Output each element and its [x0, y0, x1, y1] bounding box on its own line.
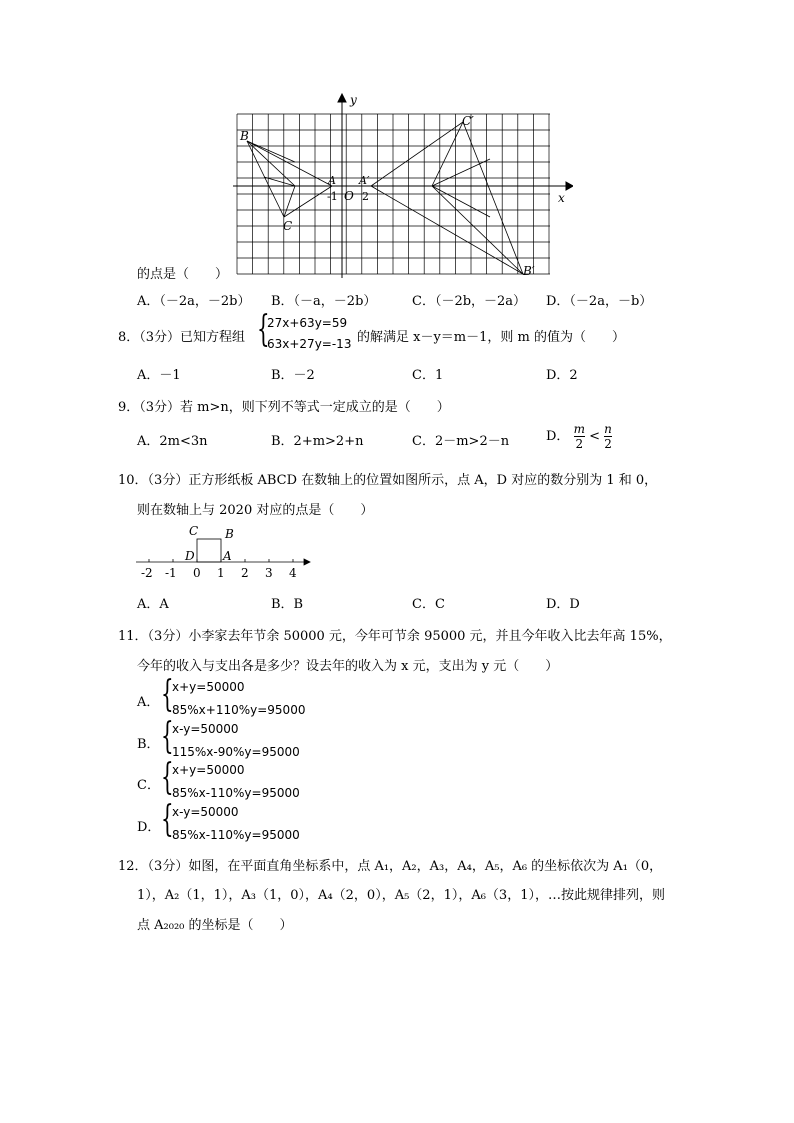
q7-point-C1: C′	[462, 114, 474, 128]
q12-line1: 12．（3分）如图，在平面直角坐标系中，点 A₁，A₂，A₃，A₄，A₅，A₆ 的坐标依次为 A₁（0，	[118, 859, 663, 874]
q8-option-b[interactable]: B．－2	[271, 368, 315, 383]
q9-option-a[interactable]: A．2m<3n	[137, 434, 208, 449]
q11-option-d-eq1: x-y=50000	[172, 805, 239, 819]
q11-option-b-eq2: 115%x-90%y=95000	[172, 745, 300, 759]
q8-number: 8．（3分）	[118, 330, 181, 345]
q10-tick-label: -2	[141, 566, 153, 580]
q10-point-D: D	[185, 549, 195, 563]
q11-option-c[interactable]: C． { x+y=50000 85%x-110%y=95000	[137, 757, 300, 800]
q11-option-b-eq1: x-y=50000	[172, 722, 239, 736]
q12-line3: 点 A₂₀₂₀ 的坐标是（ ）	[137, 918, 293, 933]
q10-line1: 10．（3分）正方形纸板 ABCD 在数轴上的位置如图所示，点 A，D 对应的数分别为 1 和 0，	[118, 473, 658, 488]
q10-tick-label: -1	[165, 566, 177, 580]
q7-grid	[237, 114, 550, 274]
q9-stem: 9．（3分）若 m>n，则下列不等式一定成立的是（ ）	[118, 400, 450, 415]
q11-option-d-label: D．	[137, 820, 161, 835]
q10-option-b[interactable]: B．B	[271, 597, 304, 612]
q7-y-label: y	[350, 93, 357, 107]
q9-option-d-label: D．	[546, 429, 570, 444]
q11-option-a[interactable]: A． { x+y=50000 85%x+110%y=95000	[137, 674, 306, 717]
q10-point-C: C	[189, 524, 199, 538]
q7-origin-label: O	[344, 189, 354, 203]
q11-option-d[interactable]: D． { x-y=50000 85%x-110%y=95000	[137, 799, 300, 842]
q7-option-c[interactable]: C．（－2b，－2a）	[412, 294, 527, 309]
q10-option-c[interactable]: C．C	[412, 597, 445, 612]
q11-option-a-eq2: 85%x+110%y=95000	[172, 703, 306, 717]
q11-option-b[interactable]: B． { x-y=50000 115%x-90%y=95000	[137, 716, 300, 759]
q7-triangles	[247, 122, 523, 274]
q7-tail-text: 的点是（ ）	[137, 267, 229, 282]
q10-line2: 则在数轴上与 2020 对应的点是（ ）	[137, 503, 374, 518]
q10-option-a[interactable]: A．A	[137, 597, 169, 612]
q10-tick-label: 0	[193, 566, 201, 580]
q9-option-b[interactable]: B．2+m>2+n	[271, 434, 364, 449]
q8-eq1: 27x+63y=59	[267, 316, 348, 330]
q11-option-c-label: C．	[137, 778, 160, 793]
q10-tick-label: 3	[265, 566, 273, 580]
q7-coordinate-figure	[228, 92, 573, 282]
q8-option-c[interactable]: C．1	[412, 368, 444, 383]
q10-tick-label: 2	[241, 566, 249, 580]
q9-frac-right: $\frac{n}{2}$	[604, 422, 612, 451]
q7-option-a[interactable]: A．（－2a，－2b）	[137, 294, 251, 309]
q10-point-B: B	[225, 527, 234, 541]
q7-option-b[interactable]: B．（－a，－2b）	[271, 294, 377, 309]
q7-option-d[interactable]: D．（－2a，－b）	[546, 294, 653, 309]
q8-option-d[interactable]: D．2	[546, 368, 578, 383]
q10-option-d[interactable]: D．D	[546, 597, 580, 612]
q8-pre: 已知方程组	[180, 330, 246, 345]
q10-number-line-figure	[136, 522, 316, 582]
q11-option-a-label: A．	[137, 695, 160, 710]
q11-option-b-label: B．	[137, 737, 160, 752]
q9-option-c[interactable]: C．2－m>2－n	[412, 434, 510, 449]
q12-line2: 1），A₂（1，1），A₃（1，0），A₄（2，0），A₅（2，1），A₆（3，1），…按此规律排列，则	[137, 888, 665, 903]
q9-option-d[interactable]	[546, 422, 612, 451]
q11-option-c-eq1: x+y=50000	[172, 763, 245, 777]
q8-eq2: 63x+27y=-13	[267, 337, 352, 351]
q8-post: 的解满足 x－y＝m－1，则 m 的值为（ ）	[357, 330, 625, 345]
q10-point-A: A	[223, 549, 232, 563]
q7-point-B1: B′	[523, 264, 535, 278]
q10-tick-label: 1	[217, 566, 225, 580]
q11-line1: 11．（3分）小李家去年节余 50000 元，今年可节余 95000 元，并且今年收入比去年高 15%，	[118, 629, 672, 644]
q11-option-d-eq2: 85%x-110%y=95000	[172, 828, 300, 842]
q8-stem	[118, 326, 245, 345]
q7-point-C: C	[283, 219, 293, 233]
q9-less-than: <	[589, 429, 601, 444]
q11-option-a-eq1: x+y=50000	[172, 680, 245, 694]
q7-point-A: A	[328, 174, 336, 187]
q10-tick-label: 4	[289, 566, 297, 580]
q7-x-label: x	[558, 191, 565, 205]
q11-option-c-eq2: 85%x-110%y=95000	[172, 786, 300, 800]
q7-point-B: B	[240, 129, 249, 143]
q9-frac-left: $\frac{m}{2}$	[573, 422, 585, 451]
q8-option-a[interactable]: A．－1	[137, 368, 181, 383]
q7-tick-neg1: -1	[327, 190, 338, 203]
q7-tick-2: 2	[362, 190, 369, 203]
q11-line2: 今年的收入与支出各是多少？设去年的收入为 x 元，支出为 y 元（ ）	[137, 659, 559, 674]
q7-point-A1: A′	[359, 174, 370, 187]
q8-equation-system: { 27x+63y=59 63x+27y=-13	[257, 309, 352, 351]
